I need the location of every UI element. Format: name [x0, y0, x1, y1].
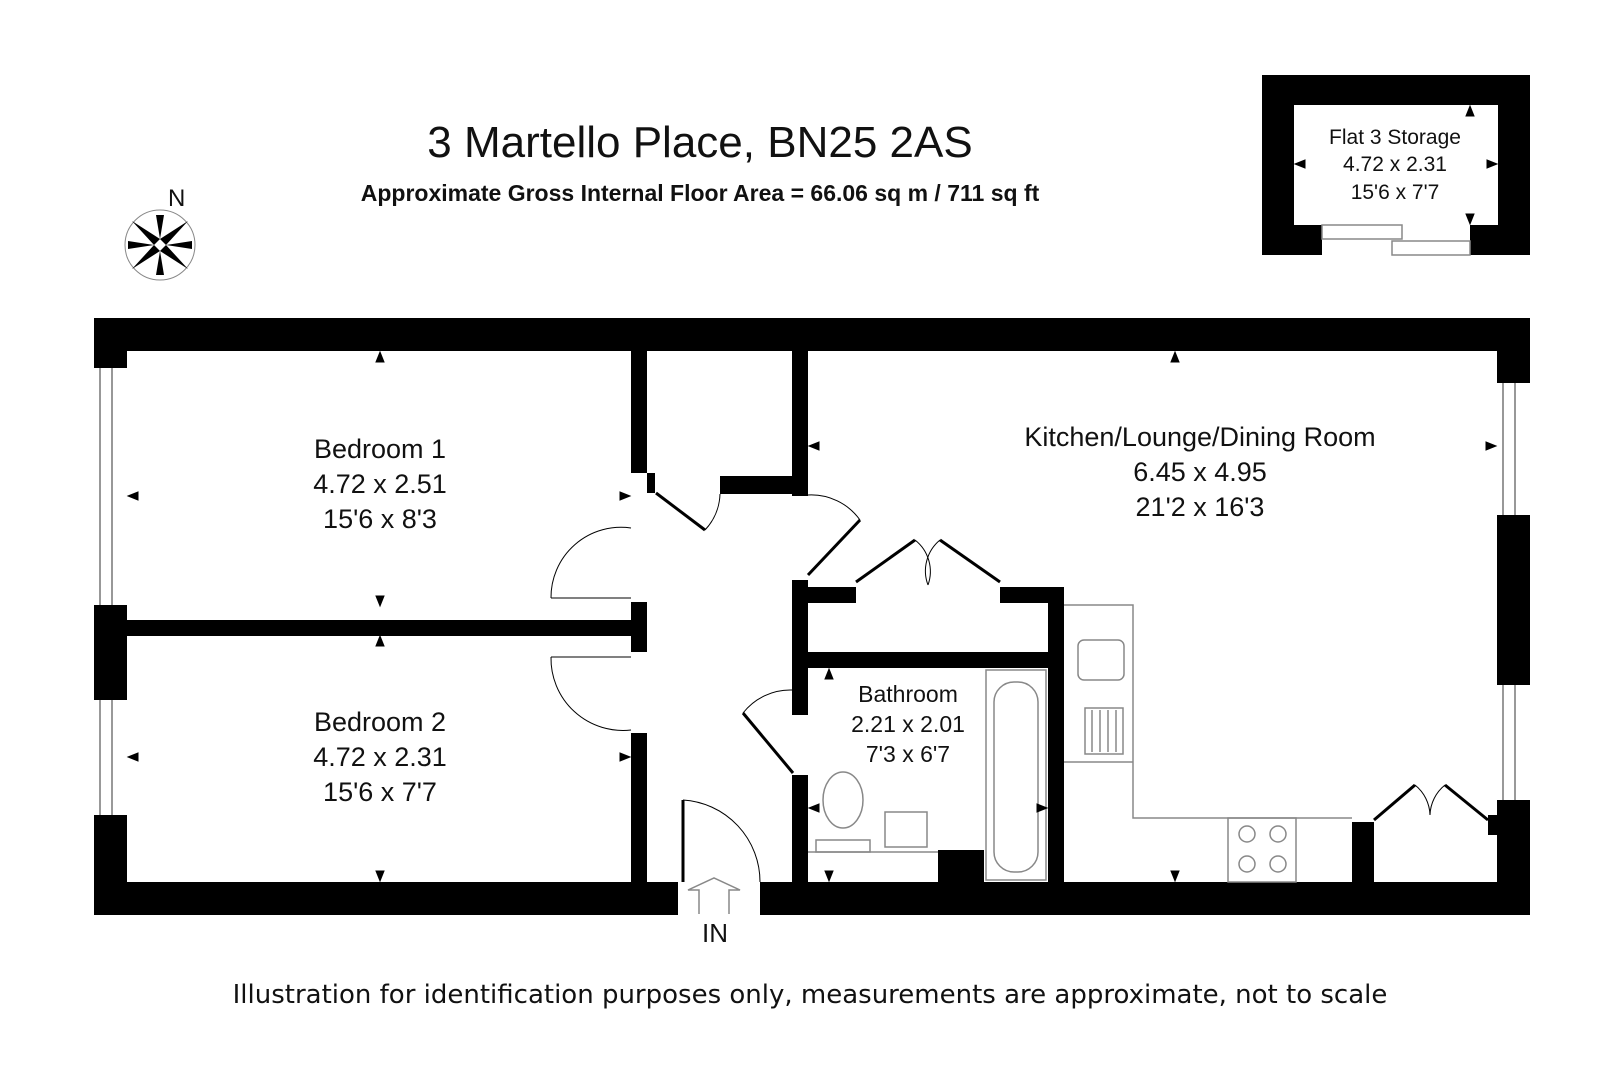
room-metric: 4.72 x 2.31 — [1343, 153, 1447, 177]
room-bedroom-1 — [230, 432, 530, 537]
floor-area-subtitle: Approximate Gross Internal Floor Area = 66.06 sq m / 711 sq ft — [360, 180, 1040, 206]
outer-walls — [94, 318, 1530, 915]
storage-doors — [1322, 225, 1470, 255]
entrance-arrow-icon — [688, 878, 740, 914]
room-bedroom-2 — [230, 705, 530, 810]
room-imperial: 21'2 x 16'3 — [1135, 492, 1265, 523]
room-name: Bathroom — [858, 681, 958, 707]
room-kitchen-lounge-dining — [960, 420, 1440, 525]
room-metric: 2.21 x 2.01 — [851, 710, 965, 737]
room-metric: 6.45 x 4.95 — [1133, 457, 1267, 488]
kitchen-units — [1064, 605, 1352, 882]
room-name: Bedroom 1 — [313, 434, 447, 464]
room-imperial: 15'6 x 7'7 — [1350, 180, 1440, 204]
room-metric: 4.72 x 2.31 — [313, 742, 447, 773]
room-imperial: 15'6 x 7'7 — [323, 777, 437, 808]
room-imperial: 7'3 x 6'7 — [865, 740, 951, 767]
compass-north-label: N — [168, 185, 186, 212]
room-name: Kitchen/Lounge/Dining Room — [1024, 422, 1376, 452]
disclaimer-footer: Illustration for identification purposes only, measurements are approximate, not to scale — [232, 980, 1388, 1010]
room-storage — [1300, 124, 1490, 206]
room-name: Flat 3 Storage — [1329, 126, 1461, 149]
room-metric: 4.72 x 2.51 — [313, 469, 447, 500]
compass-rose-icon — [125, 210, 195, 280]
page-title: 3 Martello Place, BN25 2AS — [427, 118, 973, 167]
room-imperial: 15'6 x 8'3 — [323, 504, 437, 535]
entrance-label: IN — [702, 918, 728, 948]
room-bathroom — [818, 680, 998, 770]
room-name: Bedroom 2 — [313, 707, 447, 737]
